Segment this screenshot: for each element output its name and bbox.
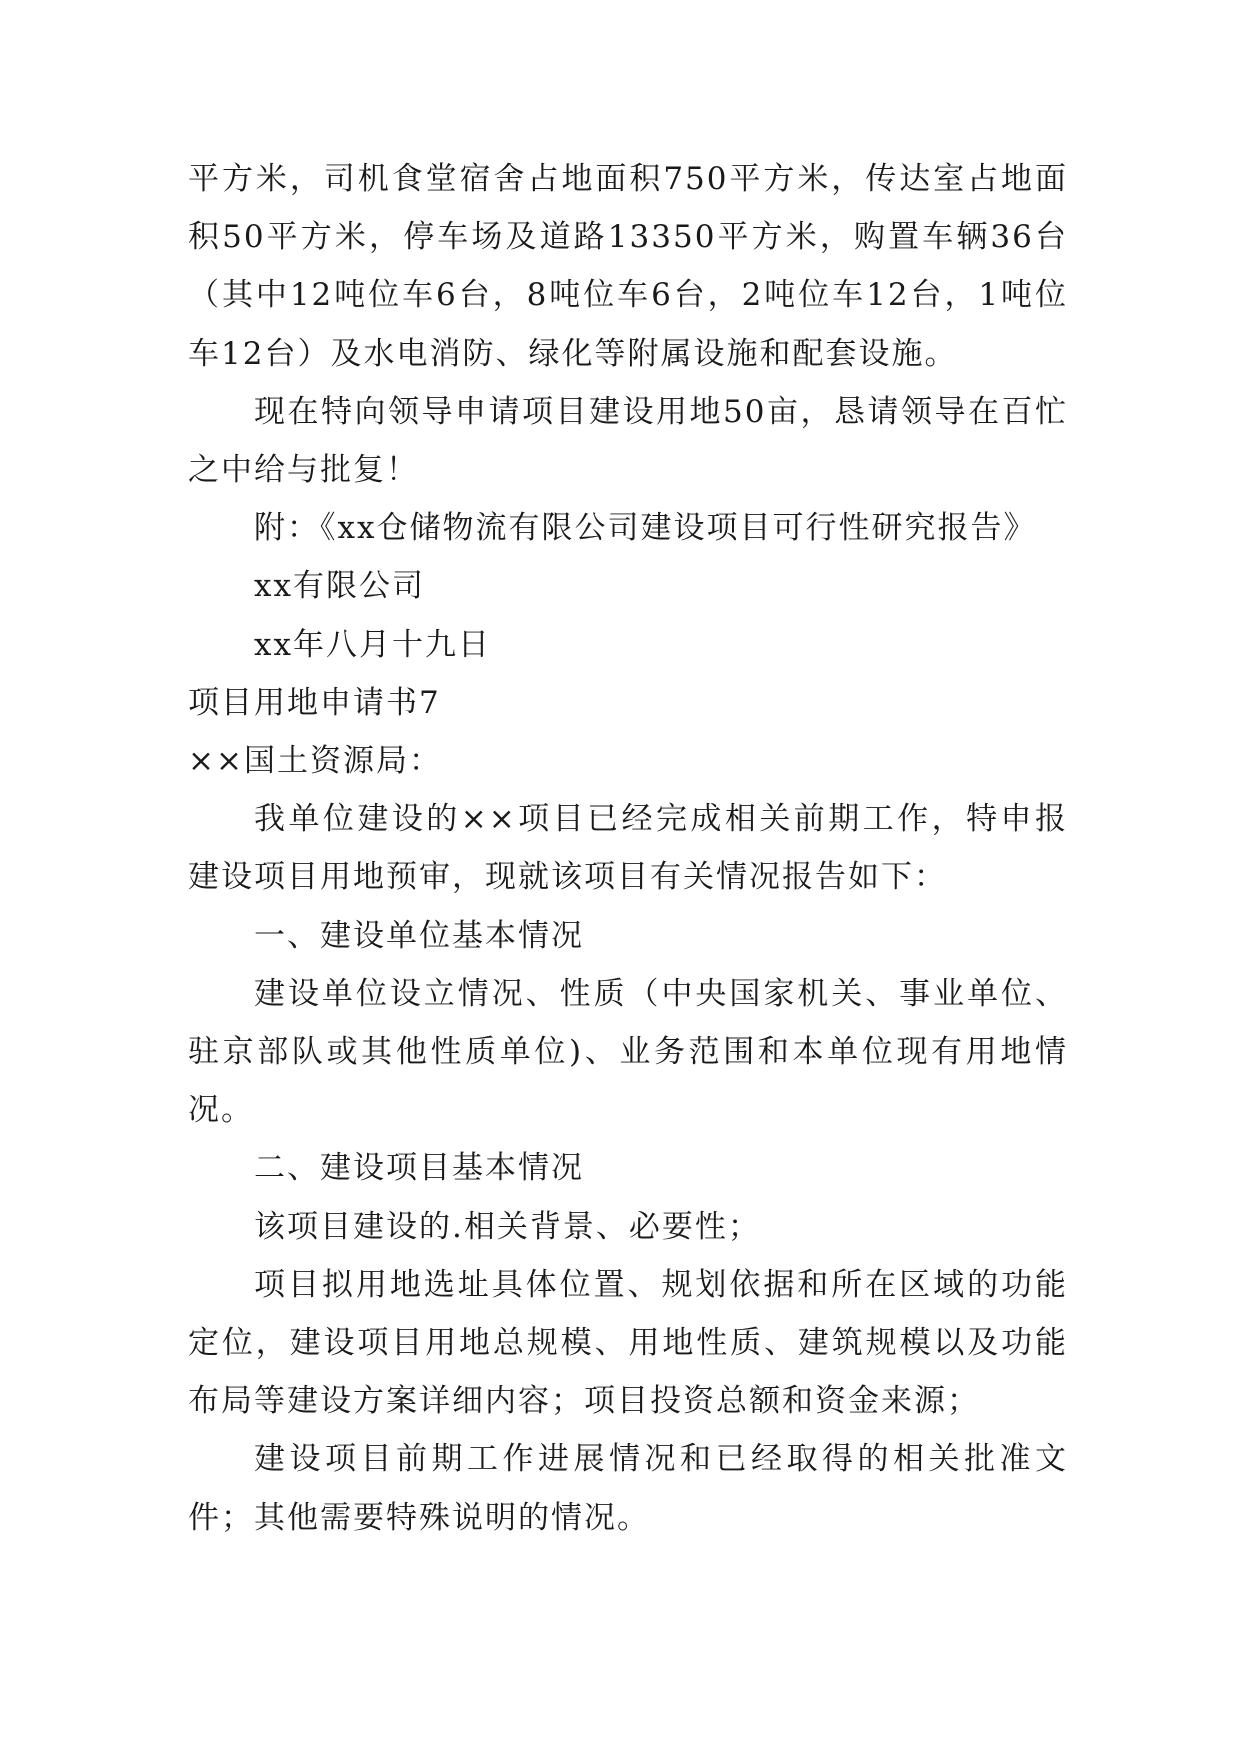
heading-unit-info: 一、建设单位基本情况 [254,917,584,954]
paragraph-facilities: 平方米，司机食堂宿舍占地面积750平方米，传达室占地面积50平方米，停车场及道路13350平方米，购置车辆36台（其中12吨位车6台，8吨位车6台，2吨位车12台，1吨位车12台）及水电消防、绿化等附属设施和配套设施。 [188,161,1068,372]
paragraph-progress: 建设项目前期工作进展情况和已经取得的相关批准文件；其他需要特殊说明的情况。 [188,1441,1068,1536]
salutation: ××国土资源局： [188,743,442,780]
paragraph-intro: 我单位建设的××项目已经完成相关前期工作，特申报建设项目用地预审，现就该项目有关情况报告如下： [188,801,1068,896]
section-title: 项目用地申请书7 [188,684,441,721]
heading-project-info: 二、建设项目基本情况 [254,1150,584,1187]
paragraph-land-request: 现在特向领导申请项目建设用地50亩，恳请领导在百忙之中给与批复！ [188,393,1068,489]
paragraph-attachment: 附：《xx仓储物流有限公司建设项目可行性研究报告》 [254,510,1037,547]
document-body [188,150,1068,1547]
signature-company: xx有限公司 [254,568,425,605]
paragraph-background: 该项目建设的.相关背景、必要性； [254,1208,761,1245]
paragraph-site: 项目拟用地选址具体位置、规划依据和所在区域的功能定位，建设项目用地总规模、用地性质、建筑规模以及功能布局等建设方案详细内容；项目投资总额和资金来源； [188,1266,1068,1420]
paragraph-unit-info: 建设单位设立情况、性质（中央国家机关、事业单位、驻京部队或其他性质单位)、业务范围和本单位现有用地情况。 [188,975,1068,1129]
signature-date: xx年八月十九日 [254,626,491,663]
